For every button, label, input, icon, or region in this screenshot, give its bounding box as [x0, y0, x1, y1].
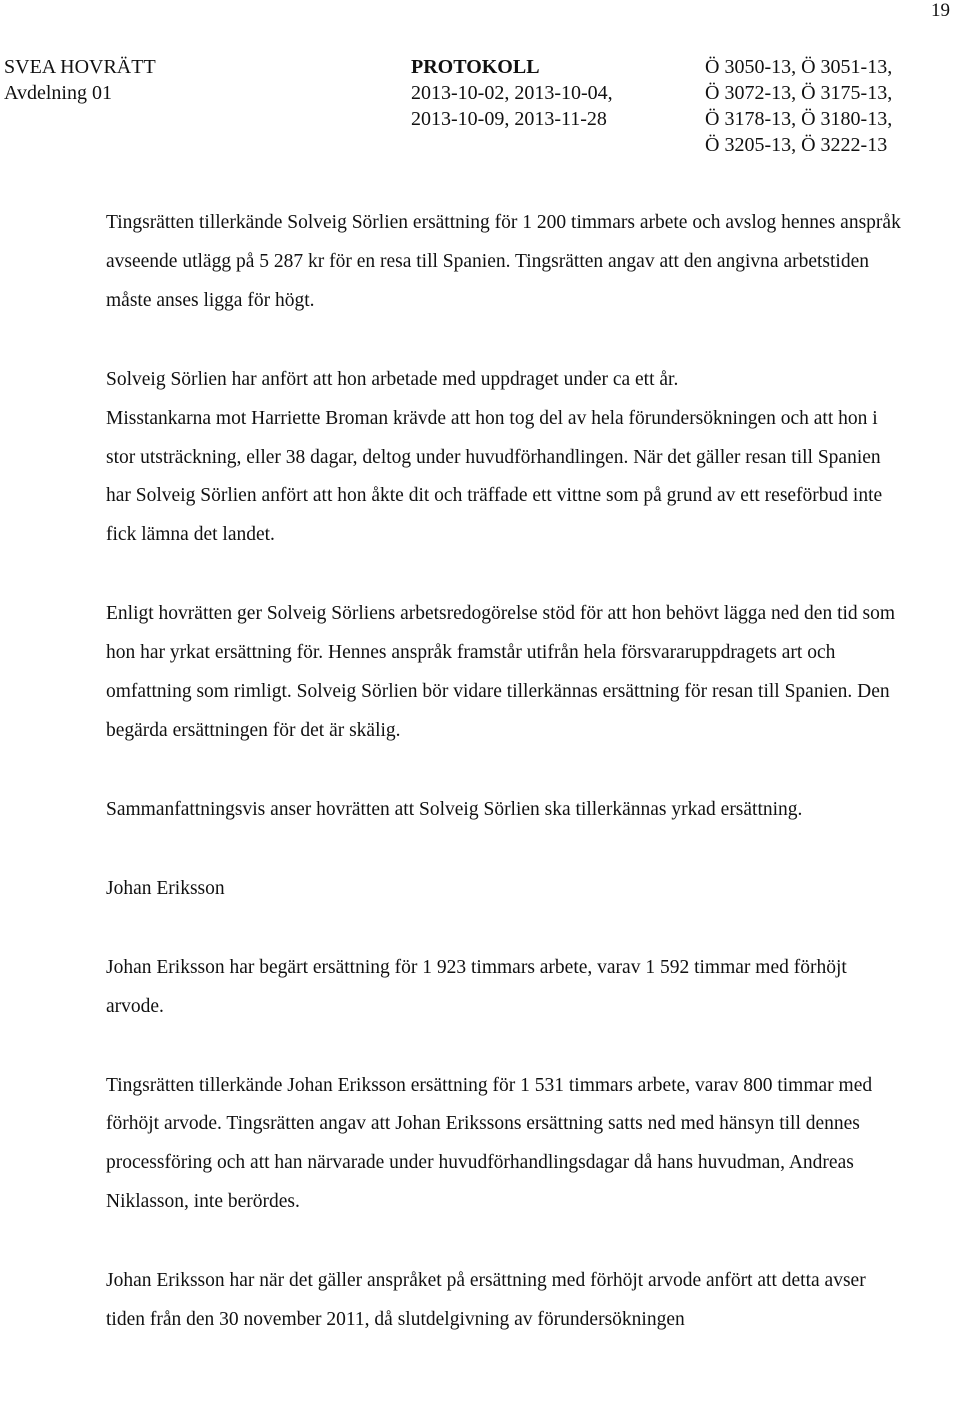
paragraph: Solveig Sörlien har anfört att hon arbetade med uppdraget under ca ett år.	[106, 368, 679, 390]
case-numbers-line-4: Ö 3205-13, Ö 3222-13	[705, 134, 888, 156]
protocol-dates-line-1: 2013-10-02, 2013-10-04,	[411, 82, 613, 104]
protocol-info	[411, 54, 613, 132]
case-numbers-line-1: Ö 3050-13, Ö 3051-13,	[705, 56, 893, 78]
paragraph: Sammanfattningsvis anser hovrätten att Solveig Sörlien ska tillerkännas yrkad ersättning.	[106, 798, 803, 820]
paragraph: Johan Eriksson har begärt ersättning för 1 923 timmars arbete, varav 1 592 timmar med förhöjt arvode.	[106, 956, 847, 1017]
paragraph: Tingsrätten tillerkände Solveig Sörlien ersättning för 1 200 timmars arbete och avslog hennes anspråk avseende utlägg på 5 287 kr för en resa till Spanien. Tingsrätten angav att den angivna arbetstiden måste anses ligga för högt.	[106, 212, 901, 311]
document-header	[0, 54, 960, 164]
paragraph: Tingsrätten tillerkände Johan Eriksson ersättning för 1 531 timmars arbete, varav 800 timmar med förhöjt arvode. Tingsrätten angav att Johan Erikssons ersättning satts ned med hänsyn till dennes processföring och att han närvarade under huvudförhandlingsdagar då hans huvudman, Andreas Niklasson, inte berördes.	[106, 1074, 873, 1213]
document-body	[106, 204, 906, 1380]
paragraph: Misstankarna mot Harriette Broman krävde att hon tog del av hela förundersökningen och att hon i stor utsträckning, eller 38 dagar, deltog under huvudförhandlingen. När det gäller resan till Spanien har Solveig Sörlien anfört att hon åkte dit och träffade ett vittne som på grund av ett reseförbud inte fick lämna det landet.	[106, 407, 883, 546]
case-numbers-line-3: Ö 3178-13, Ö 3180-13,	[705, 108, 893, 130]
page-number: 19	[931, 0, 950, 21]
court-info	[4, 54, 156, 106]
section-heading: Johan Eriksson	[106, 877, 225, 899]
paragraph: Enligt hovrätten ger Solveig Sörliens arbetsredogörelse stöd för att hon behövt lägga ned den tid som hon har yrkat ersättning för. Hennes anspråk framstår utifrån hela försvararuppdragets art och omfattning som rimligt. Solveig Sörlien bör vidare tillerkännas ersättning för resan till Spanien. Den begärda ersättningen för det är skälig.	[106, 603, 896, 741]
case-numbers-line-2: Ö 3072-13, Ö 3175-13,	[705, 82, 893, 104]
case-numbers	[705, 54, 892, 158]
protocol-title: PROTOKOLL	[411, 56, 540, 78]
court-division: Avdelning 01	[4, 82, 112, 104]
protocol-dates-line-2: 2013-10-09, 2013-11-28	[411, 108, 607, 130]
court-name: SVEA HOVRÄTT	[4, 56, 156, 78]
paragraph: Johan Eriksson har när det gäller anspråket på ersättning med förhöjt arvode anfört att detta avser tiden från den 30 november 2011, då slutdelgivning av förundersökningen	[106, 1270, 866, 1331]
